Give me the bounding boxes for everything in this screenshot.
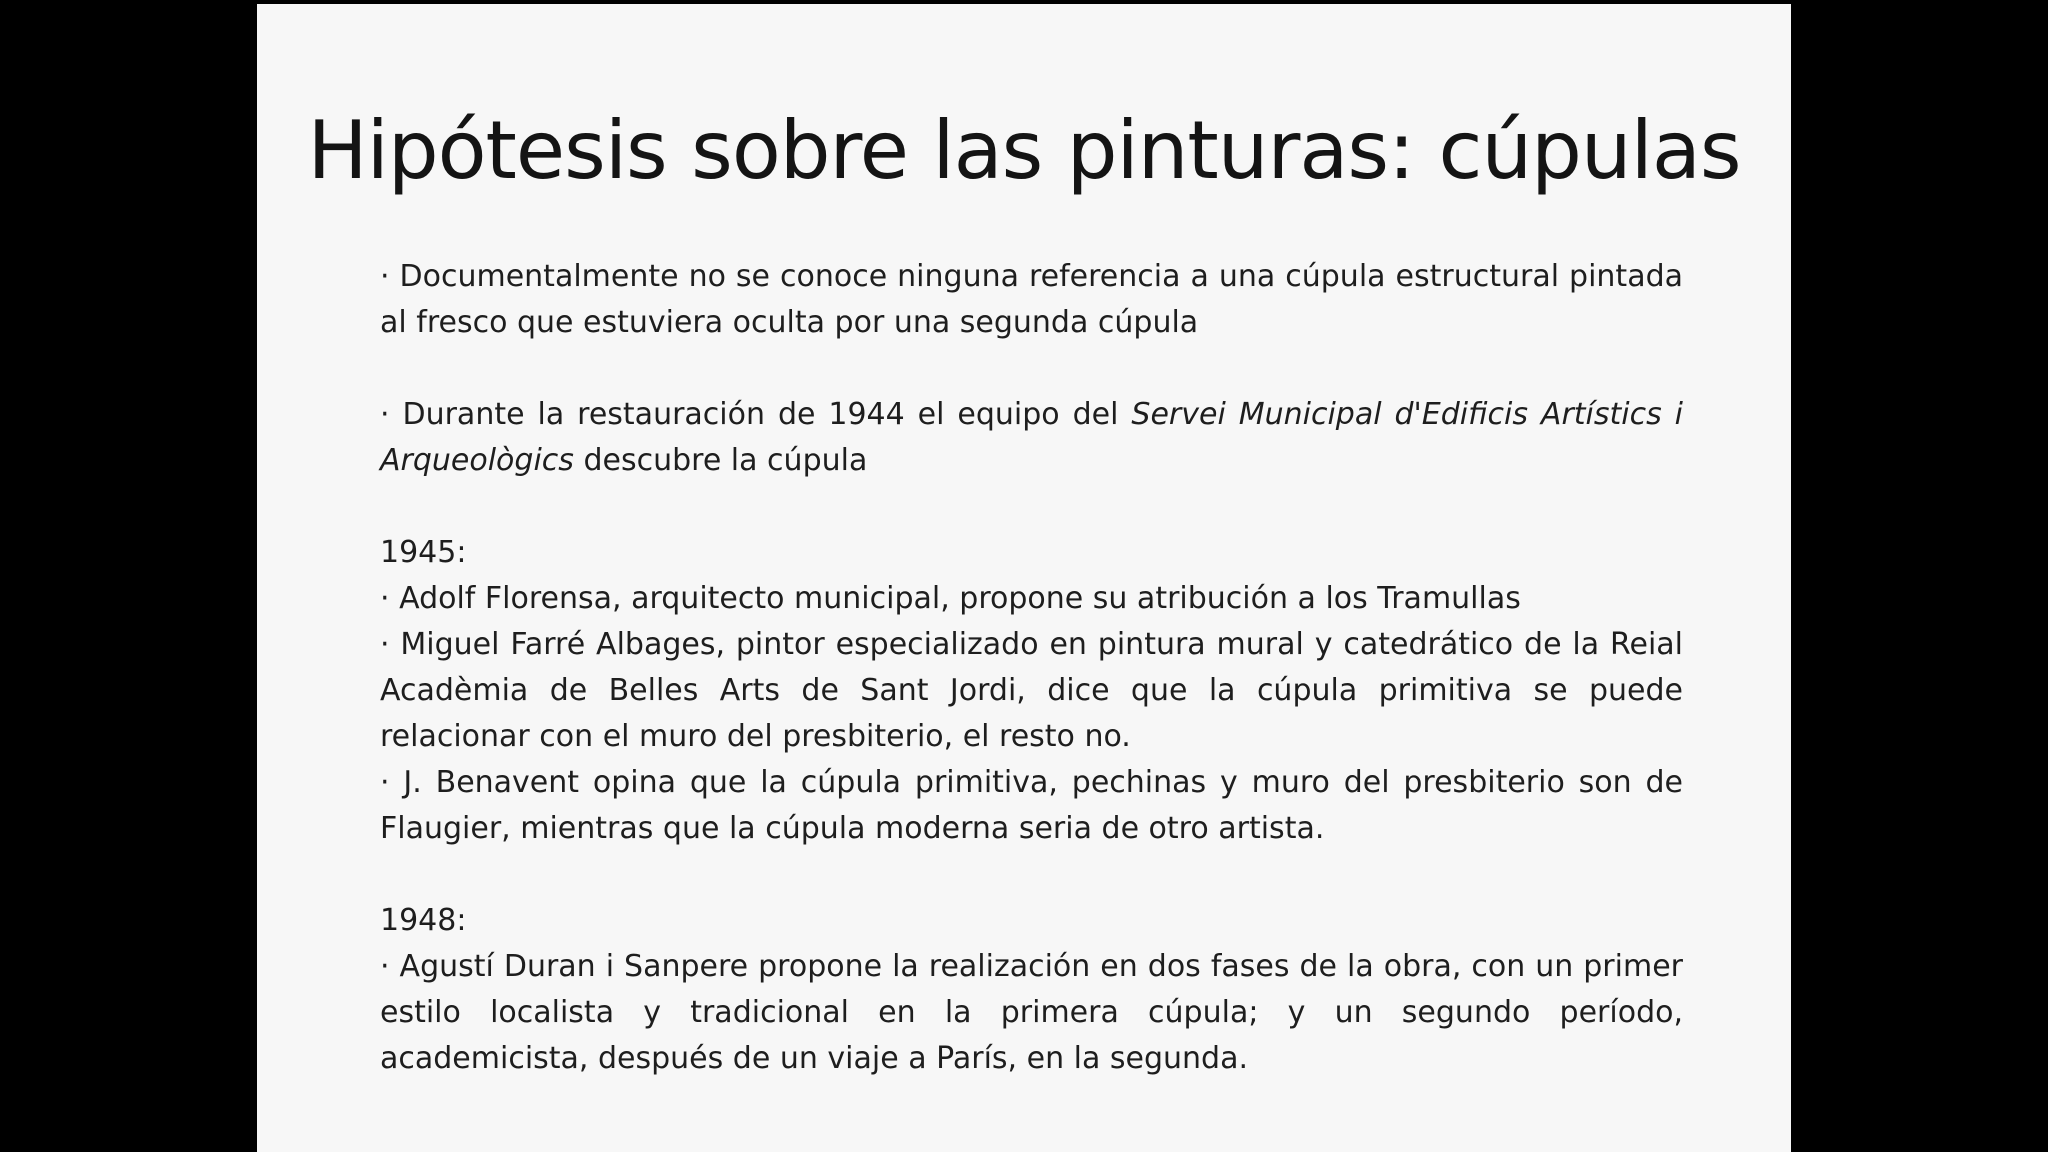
slide xyxy=(257,4,1791,1152)
restoration-text-before: · Durante la restauración de 1944 el equipo del xyxy=(380,397,1132,432)
bullet-duran-sanpere: · Agustí Duran i Sanpere propone la realización en dos fases de la obra, con un primer estilo localista y tradicional en la primera cúpula; y un segundo período, academicista, después de un viaje a París, en la segunda. xyxy=(380,949,1683,1076)
paragraph-documentation: · Documentalmente no se conoce ninguna referencia a una cúpula estructural pintada al fresco que estuviera oculta por una segunda cúpula xyxy=(380,259,1683,340)
institution-name: Servei Municipal d'Edificis Artístics i Arqueològics xyxy=(380,397,1684,478)
bullet-florensa: · Adolf Florensa, arquitecto municipal, propone su atribución a los Tramullas xyxy=(380,581,1521,616)
paragraph-restoration-1944 xyxy=(380,392,1683,484)
restoration-text-after: descubre la cúpula xyxy=(573,443,868,478)
slide-body xyxy=(380,254,1683,1082)
bullet-benavent: · J. Benavent opina que la cúpula primitiva, pechinas y muro del presbiterio son de Flaugier, mientras que la cúpula moderna seria de otro artista. xyxy=(380,765,1683,846)
slide-title: Hipótesis sobre las pinturas: cúpulas xyxy=(307,104,1741,197)
year-heading-1945: 1945: xyxy=(380,535,467,570)
year-heading-1948: 1948: xyxy=(380,903,467,938)
bullet-farre-albages: · Miguel Farré Albages, pintor especializado en pintura mural y catedrático de la Reial Acadèmia de Belles Arts de Sant Jordi, dice que la cúpula primitiva se puede relacionar con el muro del presbiterio, el resto no. xyxy=(380,627,1683,754)
